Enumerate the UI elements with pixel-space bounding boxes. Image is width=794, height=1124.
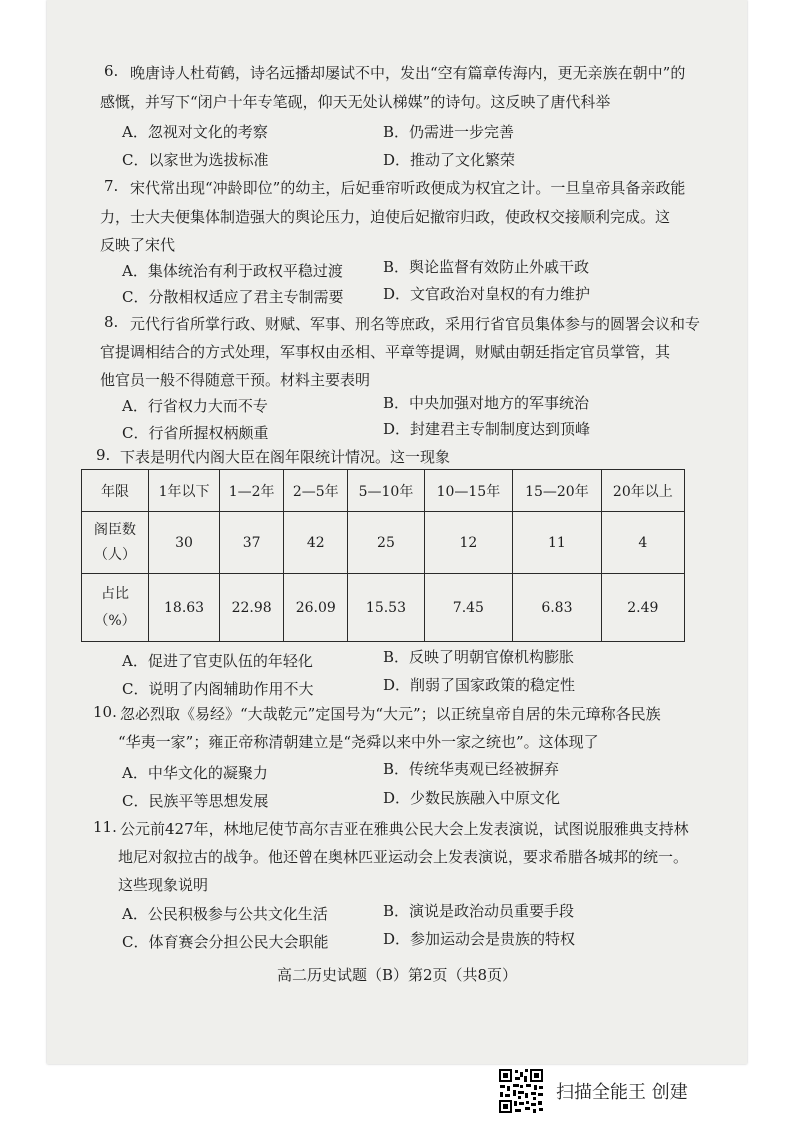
q10-option-b: B．传统华夷观已经被摒弃 bbox=[383, 760, 560, 778]
table-cell: 12 bbox=[424, 512, 513, 574]
q10-option-c: C．民族平等思想发展 bbox=[122, 792, 269, 810]
q9-text-line-1: 下表是明代内阁大臣在阁年限统计情况。这一现象 bbox=[120, 448, 451, 466]
row-label-count-line-1: 阁臣数 bbox=[94, 521, 136, 538]
table-header-cell: 5—10年 bbox=[348, 470, 424, 512]
row-label-ratio-line-2: （%） bbox=[94, 612, 136, 629]
q7-option-c: C．分散相权适应了君主专制需要 bbox=[122, 288, 344, 306]
q6-number: 6. bbox=[104, 62, 119, 80]
q8-option-a: A．行省权力大而不专 bbox=[122, 397, 268, 415]
table-cell: 2.49 bbox=[601, 574, 684, 642]
table-cell: 4 bbox=[601, 512, 684, 574]
cabinet-tenure-table bbox=[81, 469, 685, 642]
q7-option-d: D．文官政治对皇权的有力维护 bbox=[383, 285, 591, 303]
table-row bbox=[82, 512, 685, 574]
table-cell: 6.83 bbox=[513, 574, 602, 642]
page-footer: 高二历史试题（B）第2页（共8页） bbox=[276, 966, 518, 984]
q10-text-line-1: 忽必烈取《易经》“大哉乾元”定国号为“大元”；以正统皇帝自居的朱元璋称各民族 bbox=[120, 705, 661, 723]
q6-option-c: C．以家世为选拔标准 bbox=[122, 151, 269, 169]
table-row bbox=[82, 574, 685, 642]
q9-option-b: B．反映了明朝官僚机构膨胀 bbox=[383, 648, 575, 666]
q10-option-a: A．中华文化的凝聚力 bbox=[122, 764, 268, 782]
table-header-cell: 1—2年 bbox=[220, 470, 284, 512]
q8-option-b: B．中央加强对地方的军事统治 bbox=[383, 394, 590, 412]
table-cell: 15.53 bbox=[348, 574, 424, 642]
q11-option-a: A．公民积极参与公共文化生活 bbox=[122, 905, 328, 923]
q11-option-c: C．体育赛会分担公民大会职能 bbox=[122, 933, 329, 951]
q10-number: 10. bbox=[93, 703, 117, 721]
q8-option-d: D．封建君主专制制度达到顶峰 bbox=[383, 420, 591, 438]
q11-text-line-1: 公元前427年，林地尼使节高尔吉亚在雅典公民大会上发表演说，试图说服雅典支持林 bbox=[120, 820, 689, 838]
table-cell: 37 bbox=[220, 512, 284, 574]
table-header-cell: 1年以下 bbox=[149, 470, 220, 512]
q11-text-line-2: 地尼对叙拉古的战争。他还曾在奥林匹亚运动会上发表演说，要求希腊各城邦的统一。 bbox=[118, 848, 689, 866]
table-cell: 22.98 bbox=[220, 574, 284, 642]
q6-option-d: D．推动了文化繁荣 bbox=[383, 151, 516, 169]
table-cell: 26.09 bbox=[284, 574, 348, 642]
q10-option-d: D．少数民族融入中原文化 bbox=[383, 789, 561, 807]
q6-option-b: B．仍需进一步完善 bbox=[383, 123, 515, 141]
q8-text-line-1: 元代行省所掌行政、财赋、军事、刑名等庶政，采用行省官员集体参与的圆署会议和专 bbox=[130, 315, 701, 333]
q8-number: 8. bbox=[104, 313, 119, 331]
q8-text-line-3: 他官员一般不得随意干预。材料主要表明 bbox=[100, 371, 371, 389]
table-cell: 7.45 bbox=[424, 574, 513, 642]
q9-number: 9. bbox=[96, 446, 111, 464]
scanner-brand-text: 扫描全能王 创建 bbox=[556, 1082, 688, 1103]
q9-option-d: D．削弱了国家政策的稳定性 bbox=[383, 676, 576, 694]
table-header-cell: 10—15年 bbox=[424, 470, 513, 512]
q6-text-line-2: 感慨，并写下“闭户十年专笔砚，仰天无处认梯媒”的诗句。这反映了唐代科举 bbox=[100, 93, 611, 111]
row-label-count-line-2: （人） bbox=[94, 546, 136, 563]
q7-option-a: A．集体统治有利于政权平稳过渡 bbox=[122, 262, 343, 280]
table-cell: 18.63 bbox=[149, 574, 220, 642]
table-header-cell: 20年以上 bbox=[601, 470, 684, 512]
row-label-ratio-line-1: 占比 bbox=[101, 585, 129, 602]
q7-text-line-2: 力，士大夫便集体制造强大的舆论压力，迫使后妃撤帘归政，使政权交接顺利完成。这 bbox=[100, 208, 671, 226]
q8-option-c: C．行省所握权柄颇重 bbox=[122, 424, 269, 442]
q9-option-c: C．说明了内阁辅助作用不大 bbox=[122, 680, 314, 698]
q7-text-line-3: 反映了宋代 bbox=[100, 236, 176, 254]
q11-text-line-3: 这些现象说明 bbox=[118, 876, 209, 894]
table-cell: 30 bbox=[149, 512, 220, 574]
q10-text-line-2: “华夷一家”；雍正帝称清朝建立是“尧舜以来中外一家之统也”。这体现了 bbox=[118, 733, 599, 751]
row-label-count bbox=[82, 512, 149, 574]
q11-number: 11. bbox=[93, 818, 117, 836]
q7-option-b: B．舆论监督有效防止外戚干政 bbox=[383, 258, 590, 276]
row-label-ratio bbox=[82, 574, 149, 642]
table-header-row bbox=[82, 470, 685, 512]
q6-text-line-1: 晚唐诗人杜荀鹤，诗名远播却屡试不中，发出“空有篇章传海内，更无亲族在朝中”的 bbox=[130, 64, 686, 82]
scanner-watermark bbox=[493, 1068, 753, 1118]
table-cell: 25 bbox=[348, 512, 424, 574]
q7-number: 7. bbox=[104, 177, 119, 195]
table-header-cell: 年限 bbox=[82, 470, 149, 512]
table-header-cell: 2—5年 bbox=[284, 470, 348, 512]
table-header-cell: 15—20年 bbox=[513, 470, 602, 512]
q11-option-d: D．参加运动会是贵族的特权 bbox=[383, 930, 576, 948]
table-cell: 42 bbox=[284, 512, 348, 574]
table-cell: 11 bbox=[513, 512, 602, 574]
q11-option-b: B．演说是政治动员重要手段 bbox=[383, 902, 575, 920]
q8-text-line-2: 官提调相结合的方式处理，军事权由丞相、平章等提调，财赋由朝廷指定官员掌管，其 bbox=[100, 343, 671, 361]
q7-text-line-1: 宋代常出现“冲龄即位”的幼主，后妃垂帘听政便成为权宜之计。一旦皇帝具备亲政能 bbox=[130, 179, 686, 197]
qr-code-icon bbox=[498, 1068, 544, 1114]
q6-option-a: A．忽视对文化的考察 bbox=[122, 123, 268, 141]
q9-option-a: A．促进了官吏队伍的年轻化 bbox=[122, 652, 313, 670]
